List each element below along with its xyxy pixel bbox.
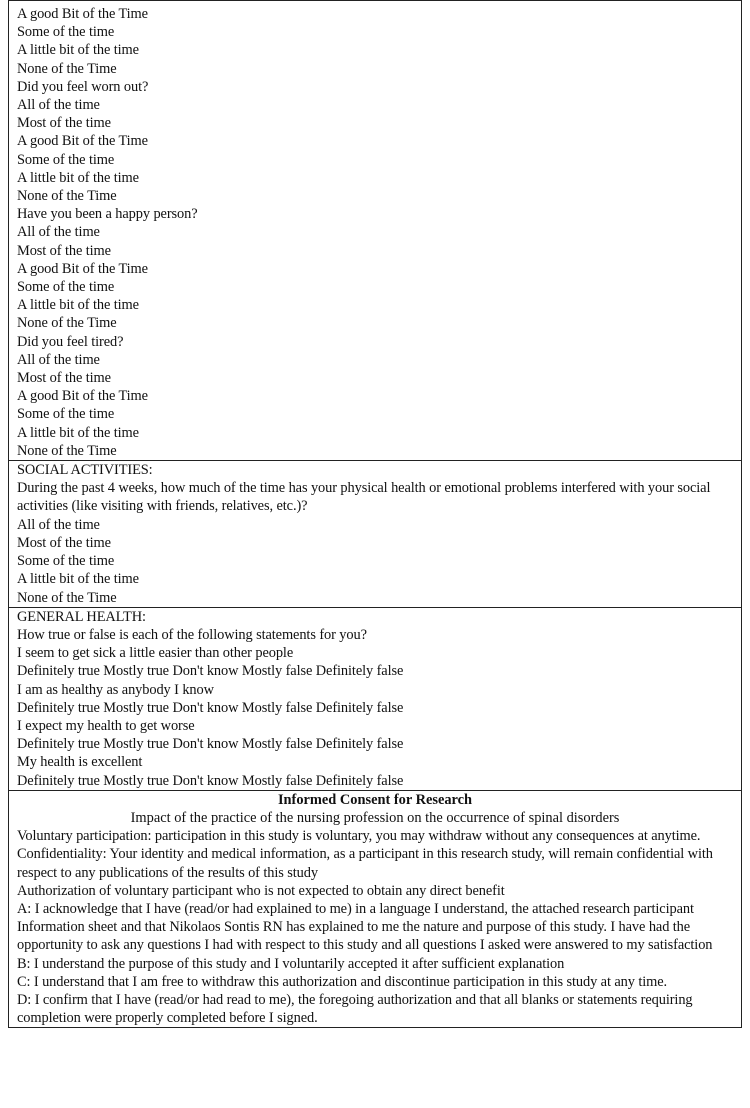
option-line: A good Bit of the Time	[17, 260, 148, 277]
consent-paragraph-b: B: I understand the purpose of this study and I voluntarily accepted it after sufficient explanation	[17, 955, 565, 972]
questionnaire-table	[8, 0, 742, 1028]
consent-subtitle: Impact of the practice of the nursing profession on the occurrence of spinal disorders	[130, 809, 620, 826]
wellbeing-section	[9, 1, 742, 461]
scale-line: Definitely true Mostly true Don't know Mostly false Definitely false	[17, 663, 404, 680]
option-line: A good Bit of the Time	[17, 133, 148, 150]
consent-paragraph-c: C: I understand that I am free to withdraw this authorization and discontinue participation in this study at any time.	[17, 973, 668, 990]
option-line: Some of the time	[17, 24, 115, 41]
question-line: Have you been a happy person?	[17, 206, 198, 223]
consent-paragraph-a: A: I acknowledge that I have (read/or had explained to me) in a language I understand, the attached research participant Information sheet and that Nikolaos Sontis RN has explained to me the nature and purpose of this study. I have had the opportunity to ask any questions I had with respect to this study and all questions I asked were answered to my satisfaction	[17, 900, 713, 954]
option-line: Some of the time	[17, 553, 115, 570]
statement-line: My health is excellent	[17, 754, 143, 771]
option-line: None of the Time	[17, 315, 117, 332]
option-line: A little bit of the time	[17, 297, 139, 314]
consent-paragraph-voluntary: Voluntary participation: participation in this study is voluntary, you may withdraw without any consequences at anytime.	[17, 828, 701, 845]
option-line: A little bit of the time	[17, 424, 139, 441]
option-line: Most of the time	[17, 534, 111, 551]
option-line: Some of the time	[17, 279, 115, 296]
option-line: Most of the time	[17, 370, 111, 387]
option-line: All of the time	[17, 224, 100, 241]
question-line: Did you feel tired?	[17, 333, 124, 350]
section-heading: SOCIAL ACTIVITIES:	[17, 462, 153, 479]
social-activities-section	[9, 461, 742, 608]
consent-paragraph-confidentiality: Confidentiality: Your identity and medical information, as a participant in this research study, will remain confidential with respect to any publications of the results of this study	[17, 846, 713, 881]
option-line: Some of the time	[17, 151, 115, 168]
option-line: None of the Time	[17, 60, 117, 77]
statement-line: I seem to get sick a little easier than other people	[17, 645, 294, 662]
option-line: None of the Time	[17, 442, 117, 459]
question-line: Did you feel worn out?	[17, 78, 149, 95]
scale-line: Definitely true Mostly true Don't know Mostly false Definitely false	[17, 699, 404, 716]
question-text: How true or false is each of the following statements for you?	[17, 626, 367, 643]
option-line: All of the time	[17, 516, 100, 533]
option-line: A little bit of the time	[17, 571, 139, 588]
scale-line: Definitely true Mostly true Don't know Mostly false Definitely false	[17, 736, 404, 753]
consent-title: Informed Consent for Research	[277, 791, 473, 808]
document-page	[8, 0, 742, 1028]
option-line: None of the Time	[17, 188, 117, 205]
option-line: A little bit of the time	[17, 42, 139, 59]
general-health-section	[9, 607, 742, 790]
option-line: A good Bit of the Time	[17, 388, 148, 405]
option-line: A little bit of the time	[17, 169, 139, 186]
option-line: All of the time	[17, 351, 100, 368]
option-line: None of the Time	[17, 589, 117, 606]
statement-line: I am as healthy as anybody I know	[17, 681, 214, 698]
option-line: Most of the time	[17, 242, 111, 259]
option-line: Most of the time	[17, 115, 111, 132]
section-heading: GENERAL HEALTH:	[17, 608, 146, 625]
consent-paragraph-d: D: I confirm that I have (read/or had read to me), the foregoing authorization and that all blanks or statements requiring completion were properly completed before I signed.	[17, 991, 693, 1027]
scale-line: Definitely true Mostly true Don't know Mostly false Definitely false	[17, 772, 404, 789]
option-line: Some of the time	[17, 406, 115, 423]
statement-line: I expect my health to get worse	[17, 717, 195, 734]
informed-consent-section	[9, 790, 742, 1028]
option-line: All of the time	[17, 97, 100, 114]
consent-paragraph-authorization: Authorization of voluntary participant who is not expected to obtain any direct benefit	[17, 882, 505, 899]
option-line: A good Bit of the Time	[17, 6, 148, 22]
question-text: During the past 4 weeks, how much of the time has your physical health or emotional problems interfered with your social activities (like visiting with friends, relatives, etc.)?	[17, 480, 711, 515]
